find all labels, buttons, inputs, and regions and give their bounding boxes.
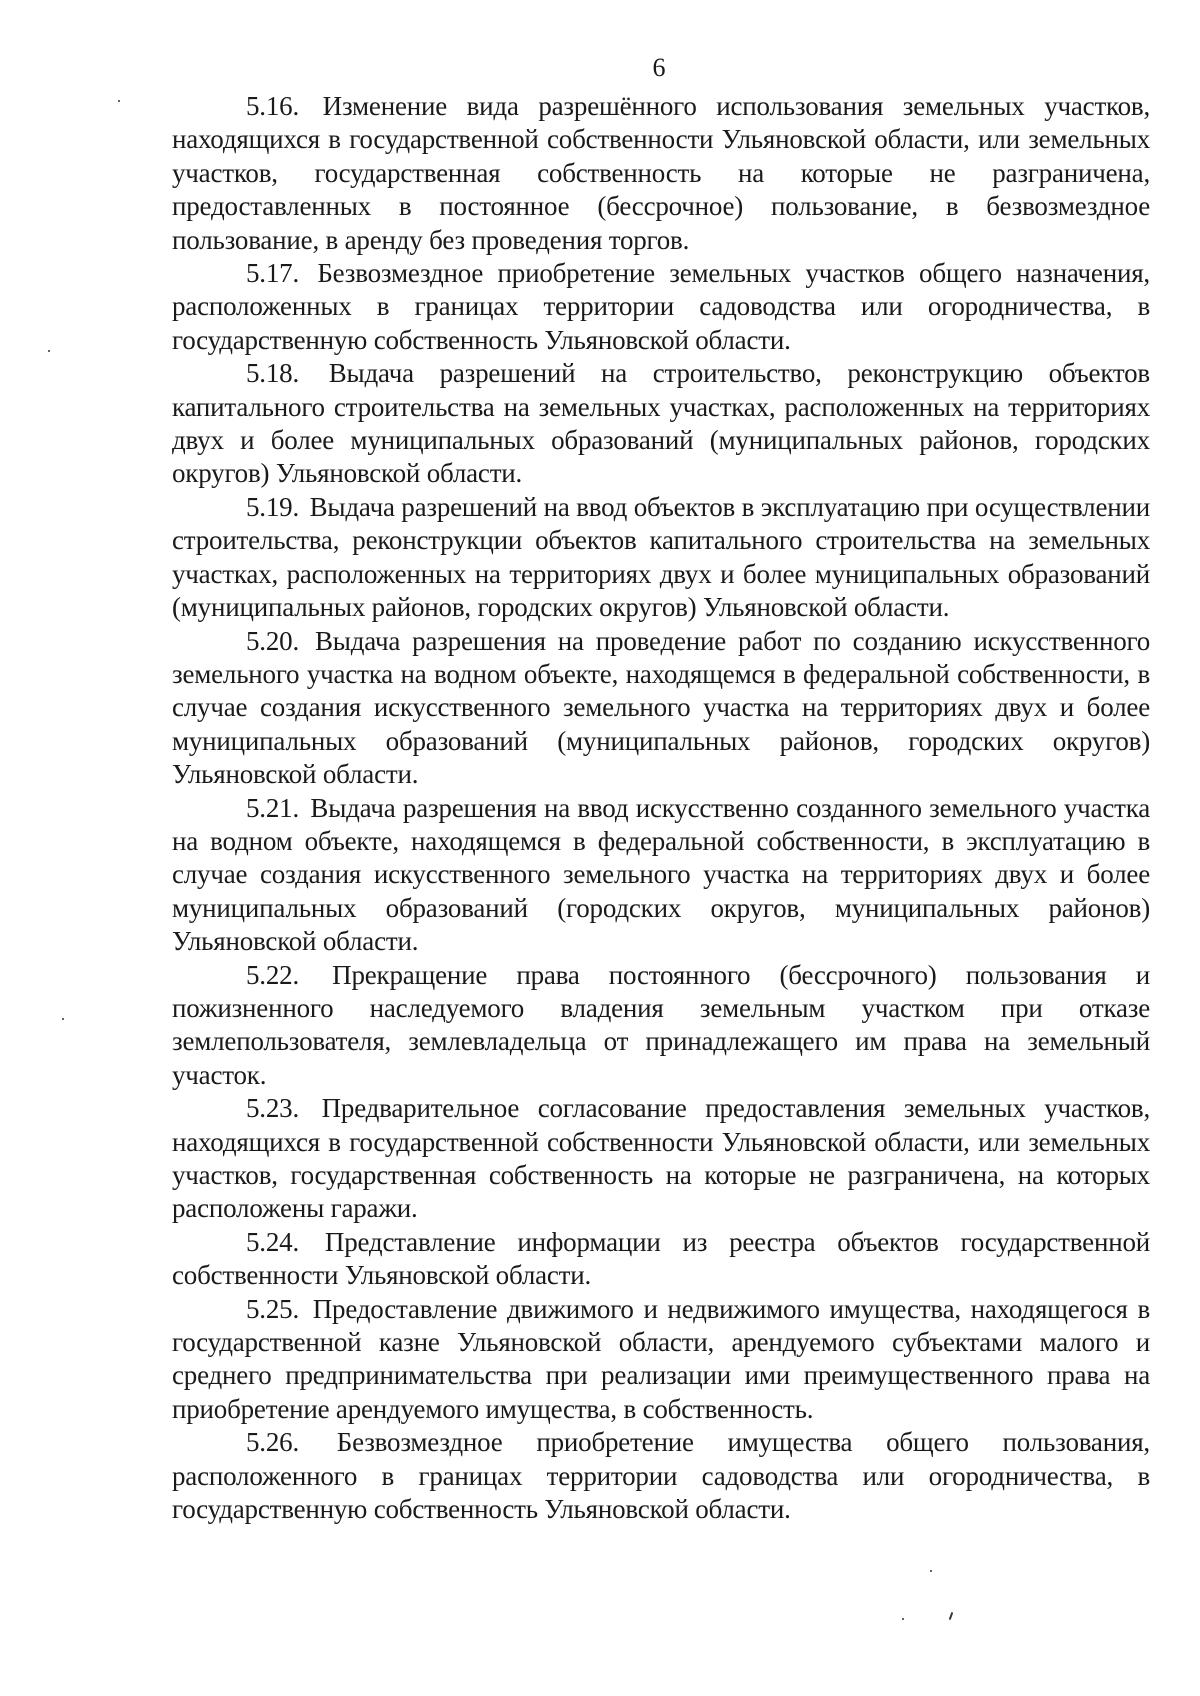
scan-speck	[62, 1018, 64, 1020]
scan-speck	[118, 100, 120, 102]
item-text: Безвозмездное приобретение земельных участков общего назначения, расположенных в границах территории садоводства или огородничества, в государственную собственность Ульяновской области.	[172, 258, 1150, 355]
item-number: 5.23.	[246, 1093, 300, 1124]
list-item	[172, 1226, 1150, 1293]
item-text: Безвозмездное приобретение имущества общего пользования, расположенного в границах территории садоводства или огородничества, в государственную собственность Ульяновской области.	[172, 1427, 1150, 1525]
document-body	[172, 90, 1150, 1526]
item-number: 5.25.	[246, 1293, 300, 1324]
item-number: 5.21.	[246, 792, 300, 823]
list-item	[172, 1092, 1150, 1226]
scan-speck	[902, 1618, 904, 1620]
item-text: Изменение вида разрешённого использования земельных участков, находящихся в государственной собственности Ульяновской области, или земельных участков, государственная собственность на которые не разграничена, предоставленных в постоянное (бессрочное) пользование, в безвозмездное пользование, в аренду без проведения торгов.	[172, 91, 1150, 255]
item-number: 5.22.	[246, 959, 300, 990]
scan-speck	[949, 1612, 954, 1620]
item-text: Выдача разрешений на строительство, реконструкцию объектов капитального строительства на земельных участках, расположенных на территориях двух и более муниципальных образований (муниципальных районов, городских округов) Ульяновской области.	[172, 358, 1150, 489]
item-number: 5.26.	[246, 1427, 300, 1458]
page-number: 6	[652, 53, 666, 82]
list-item	[172, 257, 1150, 357]
item-number: 5.17.	[246, 258, 300, 289]
list-item	[172, 959, 1150, 1093]
item-text: Выдача разрешения на проведение работ по созданию искусственного земельного участка на водном объекте, находящемся в федеральной собственности, в случае создания искусственного земельного участка на территориях двух и более муниципальных образований (муниципальных районов, городских округов) Ульяновской области.	[172, 625, 1150, 790]
item-number: 5.24.	[246, 1226, 300, 1257]
list-item	[172, 357, 1150, 491]
item-number: 5.20.	[246, 625, 300, 656]
item-number: 5.16.	[246, 91, 300, 121]
list-item	[172, 1426, 1150, 1526]
item-text: Выдача разрешений на ввод объектов в эксплуатацию при осуществлении строительства, реконструкции объектов капитального строительства на земельных участках, расположенных на территориях двух и более муниципальных образований (муниципальных районов, городских округов) Ульяновской области.	[172, 491, 1150, 623]
scan-speck	[48, 350, 50, 352]
scan-speck	[930, 1570, 932, 1572]
list-item	[172, 90, 1150, 257]
item-number: 5.19.	[246, 491, 300, 522]
list-item	[172, 625, 1150, 792]
item-text: Прекращение права постоянного (бессрочного) пользования и пожизненного наследуемого владения земельным участком при отказе землепользователя, землевладельца от принадлежащего им права на земельный участок.	[172, 959, 1150, 1090]
item-text: Предоставление движимого и недвижимого имущества, находящегося в государственной казне Ульяновской области, арендуемого субъектами малого и среднего предпринимательства при реализации ими преимущественного права на приобретение арендуемого имущества, в собственность.	[172, 1293, 1150, 1424]
list-item	[172, 792, 1150, 959]
item-text: Выдача разрешения на ввод искусственно созданного земельного участка на водном объекте, находящемся в федеральной собственности, в эксплуатацию в случае создания искусственного земельного участка на территориях двух и более муниципальных образований (городских округов, муниципальных районов) Ульяновской области.	[172, 792, 1150, 957]
list-item	[172, 491, 1150, 625]
item-text: Предварительное согласование предоставления земельных участков, находящихся в государственной собственности Ульяновской области, или земельных участков, государственная собственность на которые не разграничена, на которых расположены гаражи.	[172, 1093, 1150, 1224]
list-item	[172, 1293, 1150, 1427]
item-text: Представление информации из реестра объектов государственной собственности Ульяновской области.	[172, 1226, 1150, 1291]
item-number: 5.18.	[246, 358, 300, 389]
